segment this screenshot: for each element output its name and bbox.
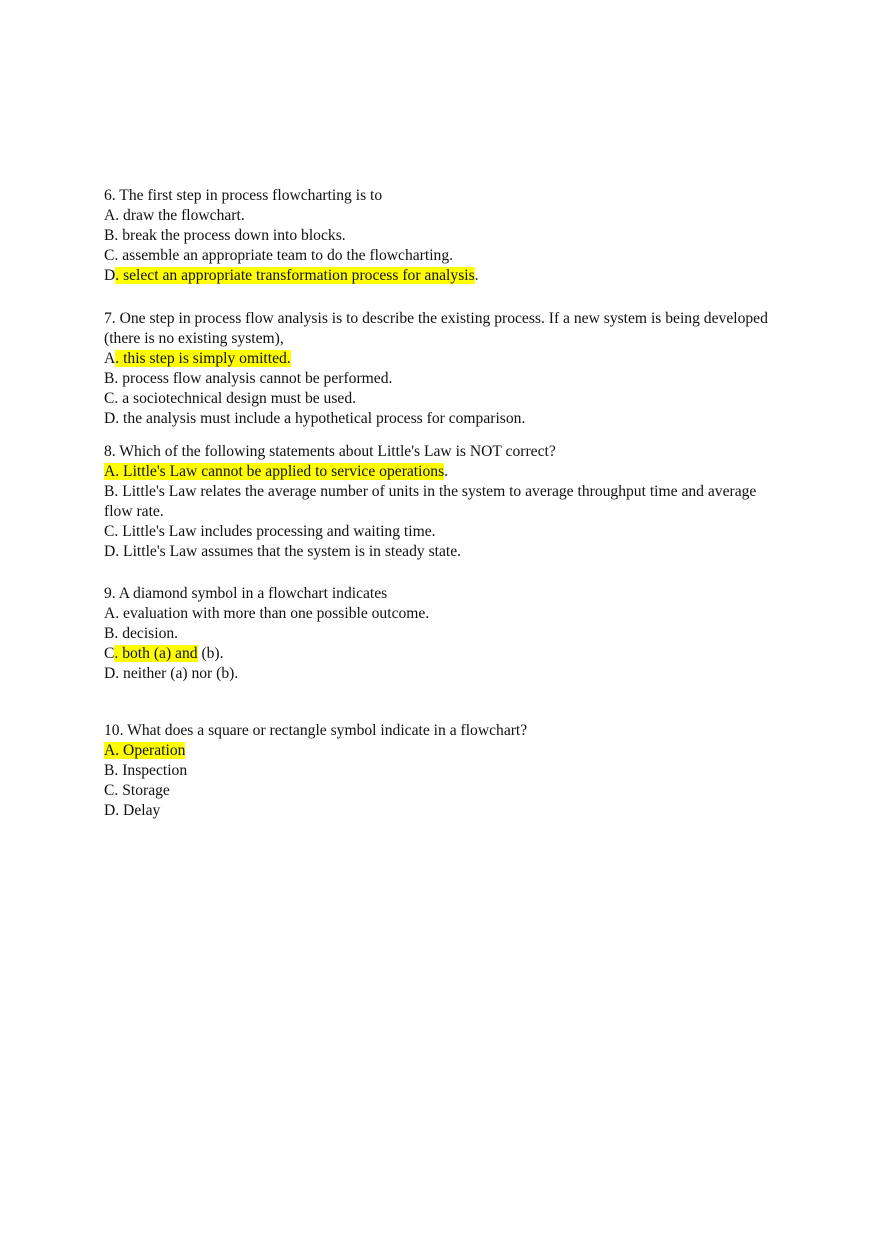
option-d: D. Little's Law assumes that the system is in steady state. <box>104 543 462 560</box>
option-b: B. Inspection <box>104 762 188 779</box>
option-a <box>104 741 784 761</box>
option-a: A. draw the flowchart. <box>104 207 245 224</box>
option-a <box>104 349 784 369</box>
option-c: C. Storage <box>104 782 170 799</box>
question-10 <box>104 721 784 821</box>
option-c <box>104 644 784 664</box>
option-b: B. process flow analysis cannot be performed. <box>104 370 393 387</box>
question-6 <box>104 186 784 286</box>
highlighted-answer: . this step is simply omitted. <box>115 350 291 367</box>
option-a <box>104 462 784 482</box>
option-suffix: . <box>444 463 449 480</box>
question-7 <box>104 309 784 429</box>
question-stem: 8. Which of the following statements about Little's Law is NOT correct? <box>104 443 556 460</box>
question-8 <box>104 442 784 562</box>
highlighted-answer: . both (a) and <box>114 645 198 662</box>
option-a: A. evaluation with more than one possible outcome. <box>104 605 430 622</box>
option-suffix: . <box>474 267 479 284</box>
question-stem: 10. What does a square or rectangle symbol indicate in a flowchart? <box>104 722 528 739</box>
option-c: C. Little's Law includes processing and waiting time. <box>104 523 436 540</box>
option-prefix: A <box>104 350 116 367</box>
option-b: B. break the process down into blocks. <box>104 227 346 244</box>
option-d: D. Delay <box>104 802 161 819</box>
highlighted-answer: A. Little's Law cannot be applied to service operations <box>104 463 445 480</box>
option-c: C. assemble an appropriate team to do the flowcharting. <box>104 247 454 264</box>
option-suffix: (b). <box>197 645 224 662</box>
option-d: D. the analysis must include a hypothetical process for comparison. <box>104 410 526 427</box>
question-stem: 7. One step in process flow analysis is to describe the existing process. If a new system is being developed (there is no existing system), <box>104 310 768 347</box>
option-b: B. decision. <box>104 625 179 642</box>
question-9 <box>104 584 784 684</box>
option-c: C. a sociotechnical design must be used. <box>104 390 357 407</box>
option-d <box>104 266 784 286</box>
highlighted-answer: A. Operation <box>104 742 186 759</box>
option-prefix: D <box>104 267 116 284</box>
highlighted-answer: . select an appropriate transformation process for analysis <box>115 267 475 284</box>
option-b: B. Little's Law relates the average number of units in the system to average throughput time and average flow rate. <box>104 483 757 520</box>
question-stem: 9. A diamond symbol in a flowchart indicates <box>104 585 388 602</box>
question-stem: 6. The first step in process flowcharting is to <box>104 187 383 204</box>
option-prefix: C <box>104 645 115 662</box>
option-d: D. neither (a) nor (b). <box>104 665 239 682</box>
